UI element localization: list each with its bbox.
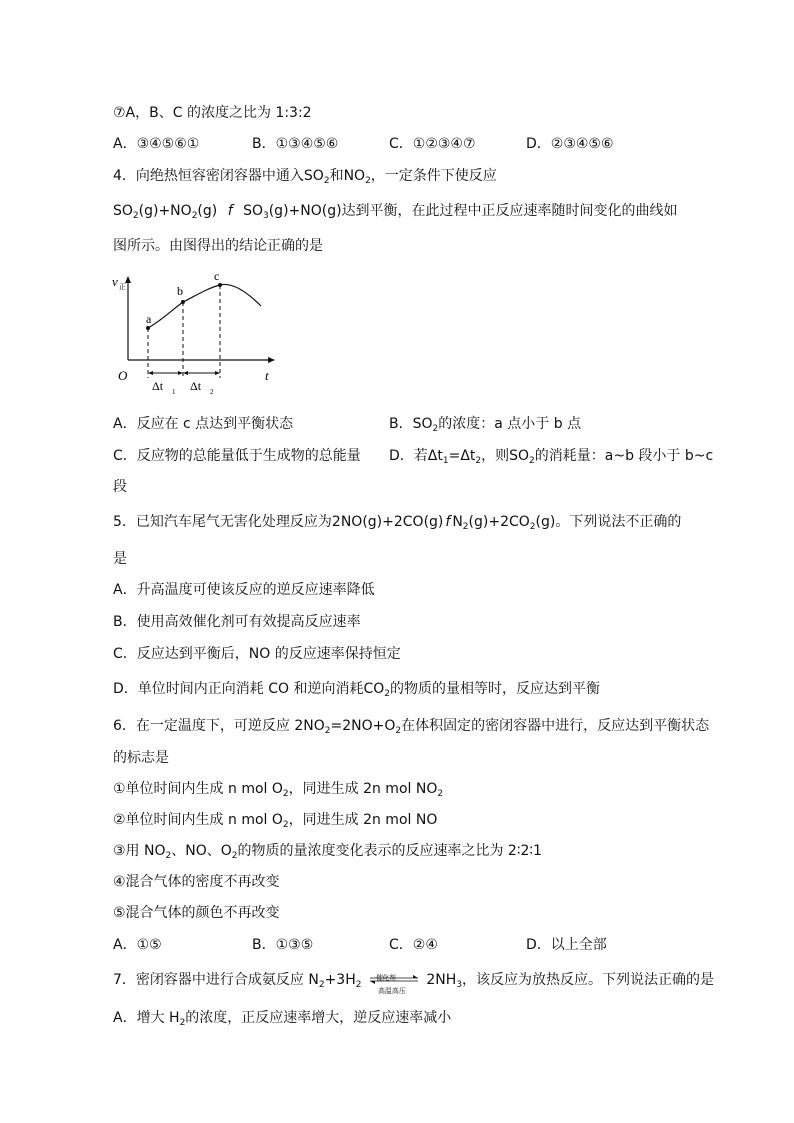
- rate-time-graph: [110, 272, 285, 402]
- dt1-sub: 1: [172, 388, 176, 396]
- q5-stem-line1: 5．已知汽车尾气无害化处理反应为2NO(g)+2CO(g) f $N_2(g)+2CO_2(g)$。下列说法不正确的: [113, 514, 682, 532]
- q6-item-4: ④混合气体的密度不再改变: [113, 874, 280, 890]
- q6-stem-line2: 的标志是: [113, 750, 169, 766]
- q7-stem: 7．密闭容器中进行合成氨反应 $N_2+3H_2$ 催化剂 高温高压 $2NH_3$，该反应为放热反应。下列说法正确的是: [113, 972, 715, 995]
- q3-option-b: B．①③④⑤⑥: [252, 136, 339, 152]
- q3-option-a: A．③④⑤⑥①: [113, 136, 200, 152]
- q4-stem-line2: $SO_2(g)+NO_2(g)$ f $SO_3(g)+NO(g)$达到平衡，在此过程中正反应速率随时间变化的曲线如: [113, 203, 678, 221]
- point-a-label: a: [146, 312, 152, 326]
- q5-option-c: C．反应达到平衡后，NO 的反应速率保持恒定: [113, 646, 401, 662]
- y-axis-label-sub: 正: [119, 283, 126, 291]
- x-axis-label: t: [265, 368, 269, 383]
- q3-option-d: D．②③④⑤⑥: [526, 136, 614, 152]
- q3-option-c: C．①②③④⑦: [389, 136, 476, 152]
- q4-stem-line1: 4．向绝热恒容密闭容器中通入$SO_2$和$NO_2$，一定条件下使反应: [113, 168, 497, 186]
- q5-stem-line2: 是: [113, 551, 127, 567]
- q6-option-b: B．①③⑤: [252, 937, 314, 953]
- q4-option-a: A．反应在 c 点达到平衡状态: [113, 416, 294, 432]
- y-axis-label: v: [112, 274, 118, 289]
- q5-option-b: B．使用高效催化剂可有效提高反应速率: [113, 614, 361, 630]
- q4-option-d: D．若$\Delta t_1=\Delta t_2$，则$SO_2$的消耗量：a~b 段小于 b~c: [389, 448, 714, 466]
- q4-stem-line3: 图所示。由图得出的结论正确的是: [113, 238, 323, 254]
- x-axis-arrow: [268, 357, 275, 363]
- q6-option-d: D．以上全部: [526, 937, 607, 953]
- point-b-label: b: [177, 284, 183, 298]
- q4-option-d-continued: 段: [113, 479, 127, 495]
- point-c-label: c: [214, 272, 220, 283]
- q6-item-3: ③用 $NO_2$、NO、$O_2$的物质的量浓度变化表示的反应速率之比为 2∶2∶1: [113, 843, 542, 861]
- q6-option-c: C．②④: [389, 937, 438, 953]
- rate-curve: [148, 284, 261, 328]
- q6-item-2: ②单位时间内生成 n mol $O_2$，同进生成 2n mol NO: [113, 812, 438, 830]
- q5-option-d: D．单位时间内正向消耗 CO 和逆向消耗$CO_2$的物质的量相等时，反应达到平衡: [113, 681, 601, 699]
- q4-option-b: B．$SO_2$的浓度：a 点小于 b 点: [389, 416, 582, 434]
- dt2-sub: 2: [210, 388, 214, 396]
- q6-item-5: ⑤混合气体的颜色不再改变: [113, 905, 280, 921]
- q3-item-7: ⑦A，B、C 的浓度之比为 1:3:2: [113, 105, 312, 121]
- q4-option-c: C．反应物的总能量低于生成物的总能量: [113, 448, 361, 464]
- q6-option-a: A．①⑤: [113, 937, 162, 953]
- q6-item-1: ①单位时间内生成 n mol $O_2$，同进生成 2n mol $NO_2$: [113, 781, 444, 799]
- q6-stem-line1: 6．在一定温度下，可逆反应 $2NO_2=2NO+O_2$在体积固定的密闭容器中进行，反应达到平衡状态: [113, 718, 710, 736]
- reversible-arrow: 催化剂 高温高压: [366, 970, 422, 990]
- dt1-label: Δt: [152, 379, 164, 393]
- origin-label: O: [118, 368, 128, 383]
- q7-option-a: A．增大 $H_2$的浓度，正反应速率增大，逆反应速率减小: [113, 1010, 452, 1028]
- q5-option-a: A．升高温度可使该反应的逆反应速率降低: [113, 582, 375, 598]
- y-axis-arrow: [125, 276, 131, 283]
- dt2-label: Δt: [190, 379, 202, 393]
